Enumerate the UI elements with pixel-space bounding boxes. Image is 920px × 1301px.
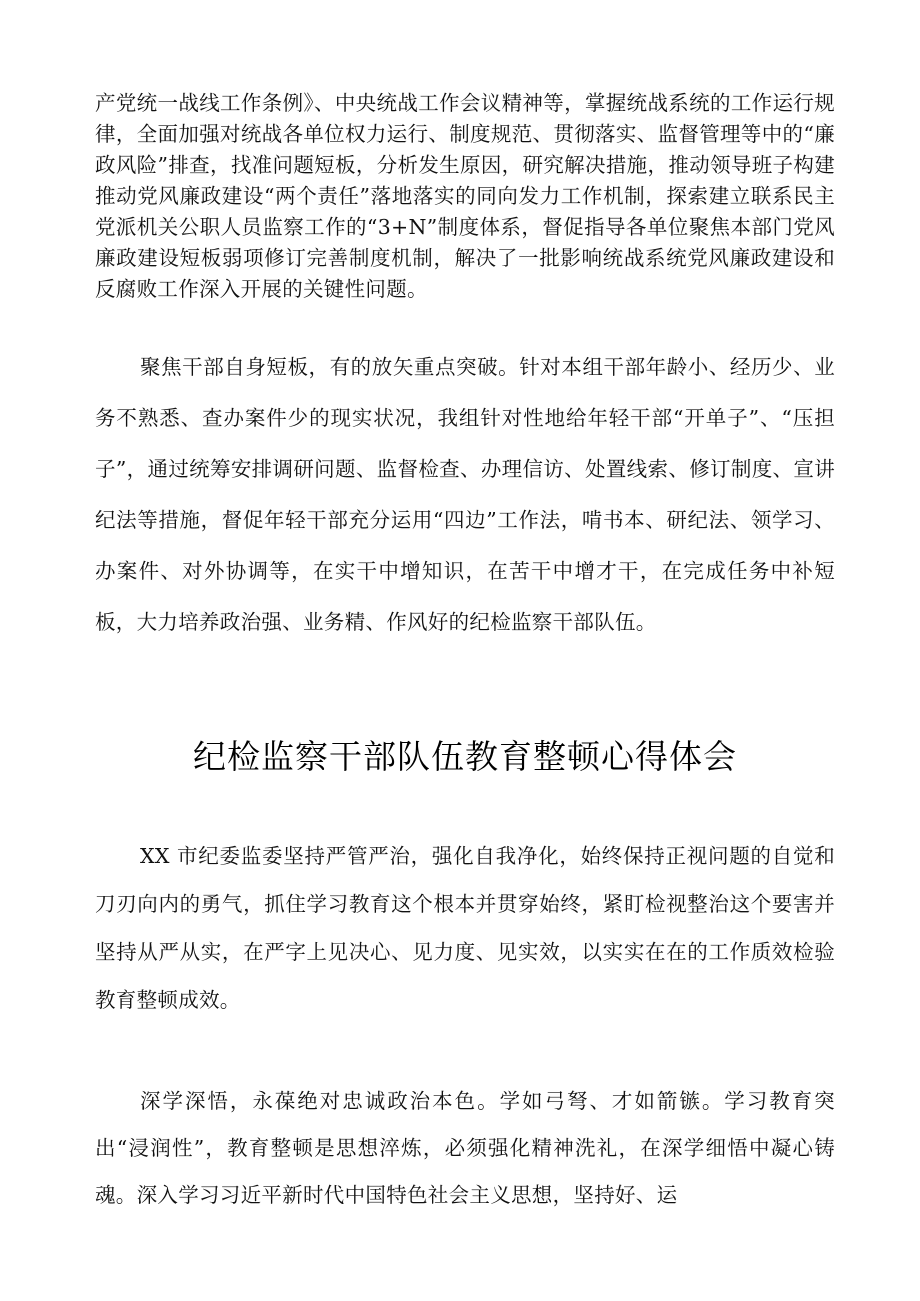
paragraph-intro: XX 市纪委监委坚持严管严治，强化自我净化，始终保持正视问题的自觉和刀刃向内的勇气，抓住学习教育这个根本并贯穿始终，紧盯检视整治这个要害并坚持从严从实，在严字上见决心、见力度、见实效，以实实在在的工作质效检验教育整顿成效。 [95,844,835,1012]
document-title: 纪检监察干部队伍教育整顿心得体会 [193,737,737,776]
paragraph-continued: 产党统一战线工作条例》、中央统战工作会议精神等，掌握统战系统的工作运行规律，全面加强对统战各单位权力运行、制度规范、贯彻落实、监督管理等中的“廉政风险”排查，找准问题短板，分析发生原因，研究解决措施，推动领导班子构建推动党风廉政建设“两个责任”落地落实的同向发力工作机制，探索建立联系民主党派机关公职人员监察工作的“3+N”制度体系，督促指导各单位聚焦本部门党风廉政建设短板弱项修订完善制度机制，解决了一批影响统战系统党风廉政建设和反腐败工作深入开展的关键性问题。 [95,91,835,301]
paragraph-deep-study: 深学深悟，永葆绝对忠诚政治本色。学如弓弩、才如箭镞。学习教育突出“浸润性”，教育整顿是思想淬炼，必须强化精神洗礼，在深学细悟中凝心铸魂。深入学习习近平新时代中国特色社会主义思想，坚持好、运 [95,1089,835,1207]
paragraph-cadre-shortcomings: 聚焦干部自身短板，有的放矢重点突破。针对本组干部年龄小、经历少、业务不熟悉、查办案件少的现实状况，我组针对性地给年轻干部“开单子”、“压担子”，通过统筹安排调研问题、监督检查、办理信访、处置线索、修订制度、宣讲纪法等措施，督促年轻干部充分运用“四边”工作法，啃书本、研纪法、领学习、办案件、对外协调等，在实干中增知识，在苦干中增才干，在完成任务中补短板，大力培养政治强、业务精、作风好的纪检监察干部队伍。 [95,355,835,634]
